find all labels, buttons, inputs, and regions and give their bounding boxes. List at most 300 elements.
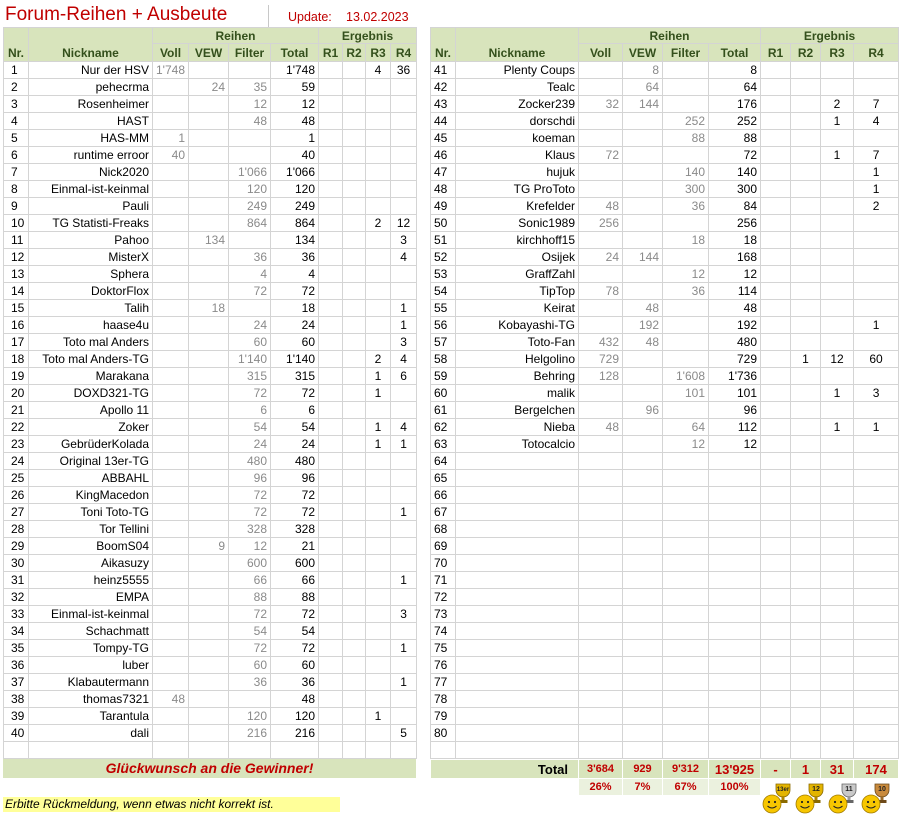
cell-nr: 54 [431, 283, 456, 300]
cell-r4 [854, 215, 899, 232]
spacer-row [4, 742, 417, 759]
cell-r4 [854, 249, 899, 266]
cell-r1 [319, 555, 343, 572]
cell-filter: 300 [663, 181, 709, 198]
cell-filter: 35 [229, 79, 271, 96]
cell-r2 [343, 538, 366, 555]
cell-nr: 20 [4, 385, 29, 402]
cell-filter [663, 538, 709, 555]
cell-r1 [319, 419, 343, 436]
cell-vew [189, 385, 229, 402]
cell-voll [579, 572, 623, 589]
cell-r3 [821, 589, 854, 606]
cell-r1 [761, 317, 791, 334]
cell-nr: 36 [4, 657, 29, 674]
cell-nickname [456, 657, 579, 674]
cell-total [709, 453, 761, 470]
cell-nickname: thomas7321 [29, 691, 153, 708]
table-row [431, 572, 899, 589]
total-total: 13'925 [709, 760, 761, 779]
cell-filter [663, 334, 709, 351]
cell-nr: 5 [4, 130, 29, 147]
cell-r3: 2 [366, 351, 391, 368]
cell-nr: 75 [431, 640, 456, 657]
cell-r4: 4 [391, 249, 417, 266]
cell-r3 [366, 79, 391, 96]
cell-r3 [821, 572, 854, 589]
cell-r3 [366, 674, 391, 691]
cell-total: 24 [271, 317, 319, 334]
cell-total: 120 [271, 708, 319, 725]
cell-r4: 1 [391, 317, 417, 334]
cell-nr: 14 [4, 283, 29, 300]
cell-r2 [791, 198, 821, 215]
cell-r3 [821, 708, 854, 725]
cell-nickname: kirchhoff15 [456, 232, 579, 249]
cell-r4: 1 [854, 164, 899, 181]
cell-vew [189, 181, 229, 198]
cell-vew: 48 [623, 300, 663, 317]
cell-nr: 61 [431, 402, 456, 419]
cell-vew [623, 521, 663, 538]
cell-r1 [319, 334, 343, 351]
cell-nickname [456, 504, 579, 521]
ranking-table-left [3, 27, 417, 759]
percent-vew: 7% [623, 779, 663, 796]
cell-nickname [456, 470, 579, 487]
cell-r1 [319, 725, 343, 742]
cell-nr: 4 [4, 113, 29, 130]
cell-r4 [391, 96, 417, 113]
table-row [4, 657, 417, 674]
cell-r1 [761, 147, 791, 164]
cell-voll [579, 453, 623, 470]
cell-nr: 60 [431, 385, 456, 402]
cell-filter: 18 [663, 232, 709, 249]
cell-nickname: EMPA [29, 589, 153, 606]
cell-filter [663, 402, 709, 419]
cell-r3: 2 [366, 215, 391, 232]
cell-vew [189, 691, 229, 708]
cell-nickname: HAST [29, 113, 153, 130]
cell-nickname: Marakana [29, 368, 153, 385]
cell-nr: 19 [4, 368, 29, 385]
cell-voll [153, 657, 189, 674]
cell-vew: 144 [623, 249, 663, 266]
cell-r3 [366, 300, 391, 317]
table-row [431, 521, 899, 538]
cell-nr: 46 [431, 147, 456, 164]
table-row [4, 453, 417, 470]
cell-nickname: Original 13er-TG [29, 453, 153, 470]
cell-r3 [821, 623, 854, 640]
table-row [431, 504, 899, 521]
cell-filter: 88 [229, 589, 271, 606]
cell-total: 315 [271, 368, 319, 385]
cell-r4 [391, 113, 417, 130]
cell-voll: 40 [153, 147, 189, 164]
spacer-row [431, 742, 899, 759]
cell-total: 328 [271, 521, 319, 538]
cell-r3 [821, 436, 854, 453]
cell-total: 114 [709, 283, 761, 300]
empty-cell [663, 742, 709, 759]
cell-vew [189, 436, 229, 453]
table-row [4, 385, 417, 402]
cell-r2 [343, 181, 366, 198]
cell-r1 [761, 691, 791, 708]
table-row [4, 521, 417, 538]
cell-r2 [343, 606, 366, 623]
table-row [4, 62, 417, 79]
cell-r3 [821, 402, 854, 419]
cell-voll [579, 725, 623, 742]
cell-total: 480 [271, 453, 319, 470]
cell-voll [153, 487, 189, 504]
cell-total: 4 [271, 266, 319, 283]
cell-r3 [821, 232, 854, 249]
cell-nr: 18 [4, 351, 29, 368]
cell-r2 [791, 640, 821, 657]
cell-voll: 48 [153, 691, 189, 708]
cell-total: 60 [271, 657, 319, 674]
cell-vew [623, 147, 663, 164]
cell-r4: 36 [391, 62, 417, 79]
cell-r1 [761, 487, 791, 504]
table-row [4, 215, 417, 232]
header-r1: R1 [319, 44, 343, 62]
cell-filter: 328 [229, 521, 271, 538]
cell-nr: 13 [4, 266, 29, 283]
cell-nr: 22 [4, 419, 29, 436]
cell-r3 [821, 725, 854, 742]
table-row [4, 266, 417, 283]
cell-nr: 43 [431, 96, 456, 113]
cell-r1 [319, 674, 343, 691]
cell-r4: 3 [854, 385, 899, 402]
cell-nickname [456, 521, 579, 538]
cell-voll [153, 385, 189, 402]
cell-nr: 25 [4, 470, 29, 487]
cell-r2 [791, 266, 821, 283]
cell-nickname: Totocalcio [456, 436, 579, 453]
cell-vew [189, 725, 229, 742]
cell-vew [623, 198, 663, 215]
cell-voll [153, 368, 189, 385]
cell-nr: 40 [4, 725, 29, 742]
cell-r3: 2 [821, 96, 854, 113]
cell-vew [623, 623, 663, 640]
cell-total: 8 [709, 62, 761, 79]
cell-r3 [821, 368, 854, 385]
cell-vew [189, 657, 229, 674]
cell-nr: 73 [431, 606, 456, 623]
empty-cell [456, 742, 579, 759]
cell-filter: 216 [229, 725, 271, 742]
cell-vew: 48 [623, 334, 663, 351]
cell-r2 [791, 249, 821, 266]
cell-r1 [761, 181, 791, 198]
cell-voll: 1 [153, 130, 189, 147]
cell-filter: 66 [229, 572, 271, 589]
cell-voll [579, 521, 623, 538]
cell-vew [623, 691, 663, 708]
cell-filter: 64 [663, 419, 709, 436]
cell-r3 [821, 283, 854, 300]
cell-r4: 1 [854, 181, 899, 198]
cell-vew [189, 317, 229, 334]
cell-voll: 729 [579, 351, 623, 368]
cell-nr: 64 [431, 453, 456, 470]
cell-nickname: Osijek [456, 249, 579, 266]
cell-nickname: pehecrma [29, 79, 153, 96]
cell-r1 [319, 453, 343, 470]
table-row [431, 317, 899, 334]
cell-total: 84 [709, 198, 761, 215]
cell-nr: 70 [431, 555, 456, 572]
cell-total: 176 [709, 96, 761, 113]
cell-r4 [391, 164, 417, 181]
header-vew: VEW [623, 44, 663, 62]
table-row [4, 232, 417, 249]
cell-vew [623, 164, 663, 181]
cell-voll [579, 708, 623, 725]
cell-nickname: Pauli [29, 198, 153, 215]
table-row [4, 589, 417, 606]
cell-nickname: GraffZahl [456, 266, 579, 283]
cell-nr: 24 [4, 453, 29, 470]
cell-nickname: Behring [456, 368, 579, 385]
cell-nickname: Nick2020 [29, 164, 153, 181]
cell-nickname: Aikasuzy [29, 555, 153, 572]
cell-voll [153, 181, 189, 198]
cell-r1 [319, 657, 343, 674]
cell-r3: 1 [366, 385, 391, 402]
cell-r2 [343, 657, 366, 674]
cell-filter: 96 [229, 470, 271, 487]
cell-voll: 78 [579, 283, 623, 300]
cell-nickname: Tor Tellini [29, 521, 153, 538]
cell-filter [229, 691, 271, 708]
totals-label: Total [431, 760, 579, 779]
cell-nr: 58 [431, 351, 456, 368]
cell-total: 66 [271, 572, 319, 589]
cell-nr: 69 [431, 538, 456, 555]
cell-r4 [854, 436, 899, 453]
header-r3: R3 [366, 44, 391, 62]
cell-nickname: Zoker [29, 419, 153, 436]
cell-vew [623, 436, 663, 453]
group-header-ergebnis: Ergebnis [319, 28, 417, 44]
cell-r1 [761, 62, 791, 79]
cell-r4 [854, 79, 899, 96]
cell-r2 [343, 708, 366, 725]
cell-nr: 76 [431, 657, 456, 674]
cell-nr: 31 [4, 572, 29, 589]
cell-r4: 1 [391, 300, 417, 317]
cell-r3: 1 [821, 113, 854, 130]
cell-r2 [791, 147, 821, 164]
cell-r3 [821, 504, 854, 521]
cell-nickname: Tarantula [29, 708, 153, 725]
cell-r1 [761, 521, 791, 538]
cell-nr: 42 [431, 79, 456, 96]
cell-nickname: Toto-Fan [456, 334, 579, 351]
cell-vew [189, 419, 229, 436]
cell-total [709, 674, 761, 691]
cell-r3: 4 [366, 62, 391, 79]
cell-r4 [391, 691, 417, 708]
cell-filter [229, 62, 271, 79]
table-row [4, 402, 417, 419]
cell-voll [153, 606, 189, 623]
cell-r3 [821, 181, 854, 198]
cell-nr: 72 [431, 589, 456, 606]
cell-r2 [791, 691, 821, 708]
cell-total [709, 589, 761, 606]
cell-nickname: TipTop [456, 283, 579, 300]
cell-filter: 72 [229, 385, 271, 402]
cell-nr: 47 [431, 164, 456, 181]
cell-filter [663, 147, 709, 164]
cell-total: 1'140 [271, 351, 319, 368]
cell-vew [623, 572, 663, 589]
cell-total: 54 [271, 419, 319, 436]
cell-nr: 68 [431, 521, 456, 538]
cell-nickname: KingMacedon [29, 487, 153, 504]
empty-cell [431, 742, 456, 759]
cell-nickname: Bergelchen [456, 402, 579, 419]
group-header-reihen: Reihen [153, 28, 319, 44]
cell-r3 [821, 674, 854, 691]
cell-total [709, 555, 761, 572]
cell-voll [153, 419, 189, 436]
cell-voll [579, 589, 623, 606]
cell-r4 [391, 470, 417, 487]
cell-r3 [366, 334, 391, 351]
cell-r2 [791, 317, 821, 334]
cell-vew [623, 657, 663, 674]
cell-r2 [343, 215, 366, 232]
cell-r4 [854, 623, 899, 640]
table-row [4, 368, 417, 385]
cell-r1 [319, 351, 343, 368]
cell-vew [189, 589, 229, 606]
cell-vew [189, 249, 229, 266]
cell-filter [663, 470, 709, 487]
cell-total: 54 [271, 623, 319, 640]
cell-vew [189, 147, 229, 164]
table-row [4, 504, 417, 521]
cell-voll [579, 385, 623, 402]
cell-nickname: koeman [456, 130, 579, 147]
header-r2: R2 [343, 44, 366, 62]
cell-voll: 24 [579, 249, 623, 266]
cell-r2 [791, 555, 821, 572]
cell-r4 [854, 504, 899, 521]
table-row [4, 538, 417, 555]
cell-nr: 55 [431, 300, 456, 317]
cell-r4 [391, 79, 417, 96]
cell-r4 [854, 521, 899, 538]
cell-voll [579, 62, 623, 79]
cell-r1 [319, 79, 343, 96]
cell-vew [623, 130, 663, 147]
cell-filter: 120 [229, 181, 271, 198]
cell-voll: 432 [579, 334, 623, 351]
cell-vew [189, 487, 229, 504]
cell-total: 40 [271, 147, 319, 164]
table-row [431, 147, 899, 164]
table-row [4, 300, 417, 317]
cell-total [709, 657, 761, 674]
cell-voll [153, 334, 189, 351]
cell-r4: 1 [854, 317, 899, 334]
cell-r1 [319, 623, 343, 640]
cell-r4 [854, 487, 899, 504]
cell-r4 [391, 147, 417, 164]
table-row [431, 300, 899, 317]
cell-r2 [343, 504, 366, 521]
cell-r4 [854, 283, 899, 300]
cell-r1 [319, 317, 343, 334]
cell-r2 [343, 266, 366, 283]
total-r2: 1 [791, 760, 821, 779]
cell-r2 [791, 130, 821, 147]
cell-r4 [391, 181, 417, 198]
cell-r2 [343, 62, 366, 79]
table-row [431, 198, 899, 215]
cell-nickname: dali [29, 725, 153, 742]
table-row [4, 164, 417, 181]
cell-r3 [821, 164, 854, 181]
cell-nickname: Einmal-ist-keinmal [29, 181, 153, 198]
cell-r4 [391, 385, 417, 402]
cell-filter: 120 [229, 708, 271, 725]
cell-vew [623, 113, 663, 130]
cell-r2 [343, 453, 366, 470]
cell-r4 [854, 657, 899, 674]
cell-r4 [854, 640, 899, 657]
cell-r1 [319, 147, 343, 164]
cell-nickname: Schachmatt [29, 623, 153, 640]
cell-vew [189, 96, 229, 113]
cell-r1 [319, 249, 343, 266]
table-row [4, 487, 417, 504]
cell-r3: 1 [366, 419, 391, 436]
cell-r2 [343, 368, 366, 385]
cell-filter [663, 300, 709, 317]
cell-r3 [821, 691, 854, 708]
cell-nickname: Pahoo [29, 232, 153, 249]
cell-r2 [791, 300, 821, 317]
cell-r3 [821, 300, 854, 317]
cell-r4: 1 [391, 572, 417, 589]
cell-vew: 192 [623, 317, 663, 334]
cell-total: 168 [709, 249, 761, 266]
cell-voll [153, 572, 189, 589]
cell-nickname: haase4u [29, 317, 153, 334]
table-row [4, 725, 417, 742]
cell-voll [153, 266, 189, 283]
table-row [431, 62, 899, 79]
cell-nr: 30 [4, 555, 29, 572]
cell-filter: 72 [229, 283, 271, 300]
cell-filter [663, 708, 709, 725]
cell-vew [189, 334, 229, 351]
cell-filter: 600 [229, 555, 271, 572]
cell-r2 [791, 470, 821, 487]
